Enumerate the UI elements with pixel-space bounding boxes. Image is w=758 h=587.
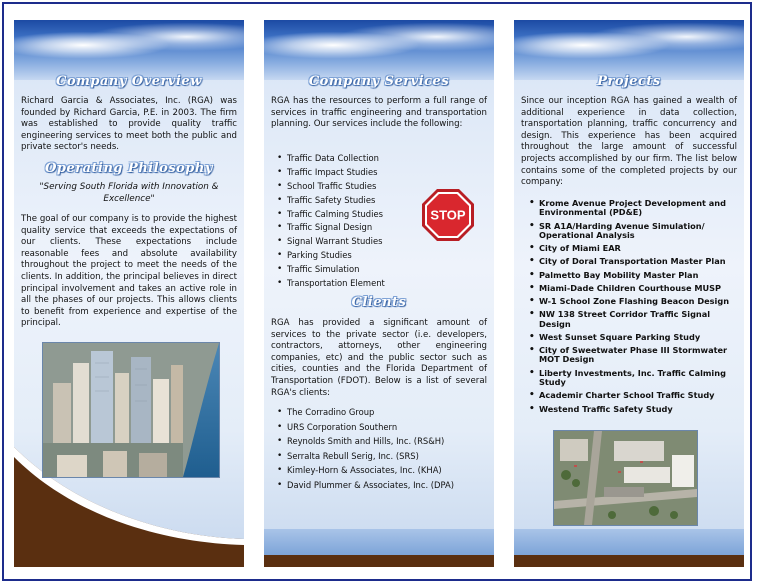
list-item: • The Corradino Group	[276, 407, 488, 417]
list-item: • City of Sweetwater Phase III Stormwater MOT Design	[528, 346, 738, 364]
services-intro: RGA has the resources to perform a full range of services in traffic engineering and transportation planning. Our services include the following:	[271, 96, 487, 130]
list-item: • Traffic Data Collection	[276, 153, 426, 163]
list-item: • West Sunset Square Parking Study	[528, 333, 738, 342]
stop-sign-text: STOP	[430, 207, 466, 223]
overview-heading: Company Overview	[56, 74, 202, 89]
projects-intro: Since our inception RGA has gained a wealth of additional experience in data collection, transportation planning, traffic concurrency and design. This experience has been acquired throughout the large amount of successful projects accomplished by our firm. The list below contains some of the completed projects by our company:	[521, 96, 737, 188]
list-item: • City of Doral Transportation Master Plan	[528, 257, 738, 266]
sky-header-image	[14, 20, 244, 62]
projects-heading: Projects	[597, 74, 661, 89]
list-item: • Traffic Safety Studies	[276, 195, 426, 205]
list-item: • Miami-Dade Children Courthouse MUSP	[528, 284, 738, 293]
list-item: • Traffic Impact Studies	[276, 167, 426, 177]
list-item: • Serralta Rebull Serig, Inc. (SRS)	[276, 451, 488, 461]
list-item: • Traffic Calming Studies	[276, 209, 426, 219]
panel-projects	[514, 20, 744, 567]
light-blue-band	[264, 529, 494, 555]
panel-company-overview	[14, 20, 244, 567]
list-item: • Traffic Simulation	[276, 264, 426, 274]
list-item: • Academir Charter School Traffic Study	[528, 391, 738, 400]
sky-header-image	[514, 20, 744, 62]
list-item: • URS Corporation Southern	[276, 422, 488, 432]
light-blue-band	[514, 529, 744, 555]
overview-text: Richard Garcia & Associates, Inc. (RGA) was founded by Richard Garcia, P.E. in 2003. The firm was established to provide quality traffic engineering services to meet both the public and private sector's needs.	[21, 96, 237, 153]
list-item: • City of Miami EAR	[528, 244, 738, 253]
list-item: • Signal Warrant Studies	[276, 236, 426, 246]
list-item: • Westend Traffic Safety Study	[528, 405, 738, 414]
stop-sign-icon	[421, 188, 475, 242]
clients-intro: RGA has provided a significant amount of services to the private sector (i.e. developers, contractors, attorneys, other engineering companies, etc) and the public sector such as cities, counties and the Florida Department of Transportation (FDOT). Below is a list of several RGA's clients:	[271, 318, 487, 398]
list-item: • David Plummer & Associates, Inc. (DPA)	[276, 480, 488, 490]
aerial-site-photo	[553, 430, 698, 526]
list-item: • Traffic Signal Design	[276, 222, 426, 232]
list-item: • Parking Studies	[276, 250, 426, 260]
brown-bottom-band	[514, 555, 744, 567]
brown-bottom-band	[264, 555, 494, 567]
list-item: • Transportation Element	[276, 278, 426, 288]
sky-header-image	[264, 20, 494, 62]
miami-skyline-photo	[42, 342, 220, 478]
list-item: • W-1 School Zone Flashing Beacon Design	[528, 297, 738, 306]
clients-list	[276, 407, 488, 495]
philosophy-heading: Operating Philosophy	[45, 161, 213, 176]
projects-list	[528, 199, 738, 418]
list-item: • Liberty Investments, Inc. Traffic Calming Study	[528, 369, 738, 387]
clients-heading: Clients	[351, 295, 407, 310]
philosophy-text: The goal of our company is to provide the highest quality service that exceeds the expectations of our clients. These expectations include reasonable fees and absolute availability throughout the project to meet the needs of the clients. In addition, the principal believes in direct principal involvement and takes an active role in all the phases of our projects. This allows clients to benefit from experience and expertise of the principal.	[21, 214, 237, 329]
list-item: • Reynolds Smith and Hills, Inc. (RS&H)	[276, 436, 488, 446]
list-item: • SR A1A/Harding Avenue Simulation/ Operational Analysis	[528, 222, 738, 240]
services-list	[276, 153, 426, 292]
list-item: • Kimley-Horn & Associates, Inc. (KHA)	[276, 465, 488, 475]
list-item: • NW 138 Street Corridor Traffic Signal Design	[528, 310, 738, 328]
panel-company-services	[264, 20, 494, 567]
list-item: • Palmetto Bay Mobility Master Plan	[528, 271, 738, 280]
services-heading: Company Services	[308, 74, 450, 89]
list-item: • School Traffic Studies	[276, 181, 426, 191]
company-motto: "Serving South Florida with Innovation & Excellence"	[39, 182, 219, 204]
list-item: • Krome Avenue Project Development and Environmental (PD&E)	[528, 199, 738, 217]
